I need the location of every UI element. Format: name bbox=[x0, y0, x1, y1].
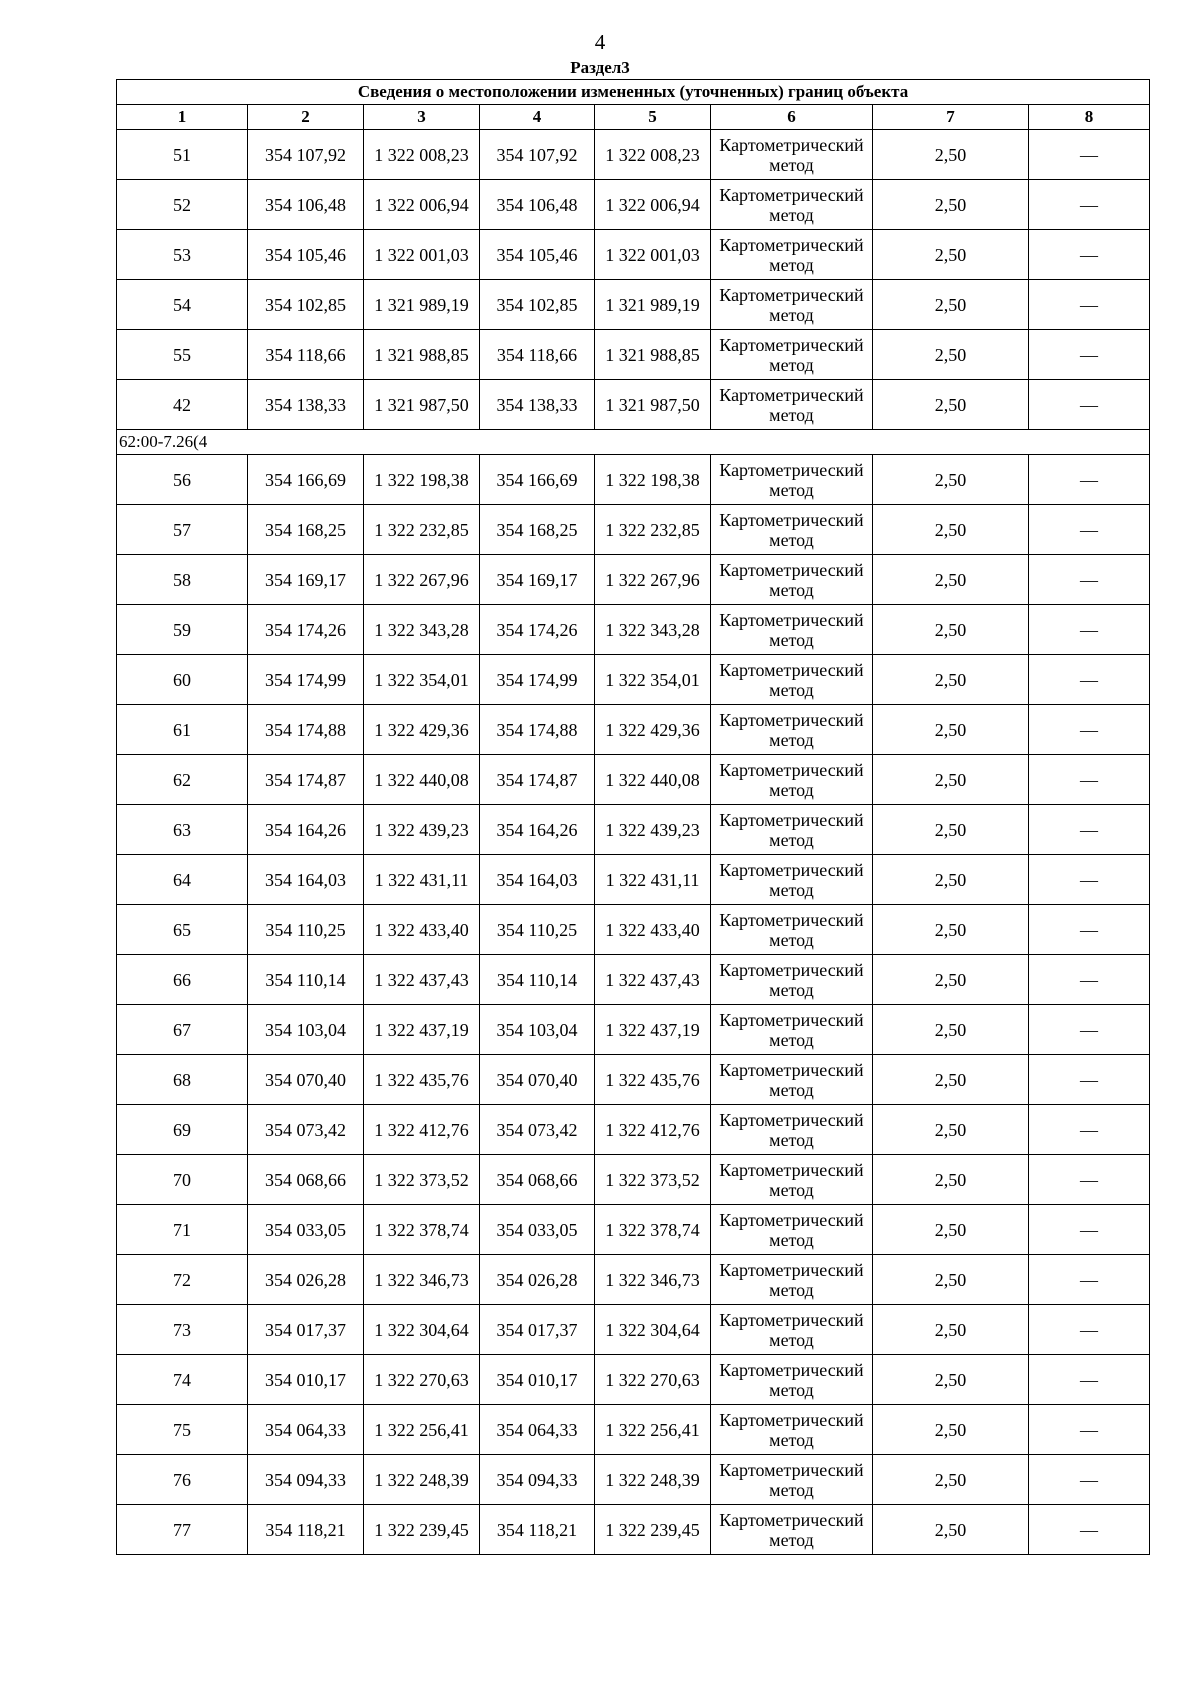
y-old-cell: 1 322 437,19 bbox=[364, 1005, 480, 1055]
x-new-cell: 354 169,17 bbox=[480, 555, 595, 605]
x-new-cell: 354 094,33 bbox=[480, 1455, 595, 1505]
x-old-cell: 354 026,28 bbox=[248, 1255, 364, 1305]
y-new-cell: 1 322 256,41 bbox=[595, 1405, 711, 1455]
x-new-cell: 354 118,21 bbox=[480, 1505, 595, 1555]
accuracy-cell: 2,50 bbox=[873, 505, 1029, 555]
y-old-cell: 1 322 412,76 bbox=[364, 1105, 480, 1155]
accuracy-cell: 2,50 bbox=[873, 1205, 1029, 1255]
x-new-cell: 354 166,69 bbox=[480, 455, 595, 505]
table-row bbox=[117, 705, 1150, 755]
y-new-cell: 1 322 006,94 bbox=[595, 180, 711, 230]
y-new-cell: 1 322 354,01 bbox=[595, 655, 711, 705]
y-old-cell: 1 322 354,01 bbox=[364, 655, 480, 705]
y-old-cell: 1 322 001,03 bbox=[364, 230, 480, 280]
x-old-cell: 354 138,33 bbox=[248, 380, 364, 430]
x-new-cell: 354 118,66 bbox=[480, 330, 595, 380]
point-number-cell: 65 bbox=[117, 905, 248, 955]
x-old-cell: 354 102,85 bbox=[248, 280, 364, 330]
accuracy-cell: 2,50 bbox=[873, 1005, 1029, 1055]
x-old-cell: 354 110,25 bbox=[248, 905, 364, 955]
method-cell: Картометрический метод bbox=[711, 1105, 873, 1155]
y-new-cell: 1 322 270,63 bbox=[595, 1355, 711, 1405]
description-cell: — bbox=[1029, 605, 1150, 655]
column-header: 7 bbox=[873, 105, 1029, 130]
table-row bbox=[117, 455, 1150, 505]
description-cell: — bbox=[1029, 1405, 1150, 1455]
y-new-cell: 1 322 433,40 bbox=[595, 905, 711, 955]
accuracy-cell: 2,50 bbox=[873, 1055, 1029, 1105]
y-old-cell: 1 321 988,85 bbox=[364, 330, 480, 380]
table-row bbox=[117, 380, 1150, 430]
x-new-cell: 354 102,85 bbox=[480, 280, 595, 330]
method-cell: Картометрический метод bbox=[711, 555, 873, 605]
point-number-cell: 57 bbox=[117, 505, 248, 555]
column-header: 2 bbox=[248, 105, 364, 130]
x-new-cell: 354 064,33 bbox=[480, 1405, 595, 1455]
table-row bbox=[117, 1005, 1150, 1055]
method-cell: Картометрический метод bbox=[711, 1205, 873, 1255]
x-old-cell: 354 110,14 bbox=[248, 955, 364, 1005]
x-old-cell: 354 174,26 bbox=[248, 605, 364, 655]
y-new-cell: 1 322 435,76 bbox=[595, 1055, 711, 1105]
accuracy-cell: 2,50 bbox=[873, 1105, 1029, 1155]
accuracy-cell: 2,50 bbox=[873, 1305, 1029, 1355]
table-row bbox=[117, 955, 1150, 1005]
point-number-cell: 72 bbox=[117, 1255, 248, 1305]
y-new-cell: 1 322 440,08 bbox=[595, 755, 711, 805]
accuracy-cell: 2,50 bbox=[873, 380, 1029, 430]
description-cell: — bbox=[1029, 705, 1150, 755]
x-old-cell: 354 174,87 bbox=[248, 755, 364, 805]
accuracy-cell: 2,50 bbox=[873, 280, 1029, 330]
method-cell: Картометрический метод bbox=[711, 1455, 873, 1505]
x-old-cell: 354 169,17 bbox=[248, 555, 364, 605]
table-title: Сведения о местоположении измененных (уточненных) границ объекта bbox=[117, 80, 1150, 105]
description-cell: — bbox=[1029, 1505, 1150, 1555]
y-old-cell: 1 322 439,23 bbox=[364, 805, 480, 855]
x-old-cell: 354 174,99 bbox=[248, 655, 364, 705]
method-cell: Картометрический метод bbox=[711, 855, 873, 905]
description-cell: — bbox=[1029, 805, 1150, 855]
accuracy-cell: 2,50 bbox=[873, 1155, 1029, 1205]
description-cell: — bbox=[1029, 955, 1150, 1005]
point-number-cell: 52 bbox=[117, 180, 248, 230]
x-new-cell: 354 103,04 bbox=[480, 1005, 595, 1055]
method-cell: Картометрический метод bbox=[711, 955, 873, 1005]
description-cell: — bbox=[1029, 330, 1150, 380]
accuracy-cell: 2,50 bbox=[873, 180, 1029, 230]
y-new-cell: 1 322 378,74 bbox=[595, 1205, 711, 1255]
accuracy-cell: 2,50 bbox=[873, 655, 1029, 705]
table-row bbox=[117, 755, 1150, 805]
table-row bbox=[117, 1255, 1150, 1305]
y-old-cell: 1 322 267,96 bbox=[364, 555, 480, 605]
table-row bbox=[117, 1155, 1150, 1205]
x-new-cell: 354 070,40 bbox=[480, 1055, 595, 1105]
table-row bbox=[117, 505, 1150, 555]
point-number-cell: 71 bbox=[117, 1205, 248, 1255]
point-number-cell: 58 bbox=[117, 555, 248, 605]
table-row bbox=[117, 280, 1150, 330]
description-cell: — bbox=[1029, 755, 1150, 805]
x-new-cell: 354 106,48 bbox=[480, 180, 595, 230]
description-cell: — bbox=[1029, 1455, 1150, 1505]
x-old-cell: 354 070,40 bbox=[248, 1055, 364, 1105]
y-new-cell: 1 322 343,28 bbox=[595, 605, 711, 655]
method-cell: Картометрический метод bbox=[711, 1255, 873, 1305]
table-row bbox=[117, 130, 1150, 180]
point-number-cell: 53 bbox=[117, 230, 248, 280]
x-old-cell: 354 107,92 bbox=[248, 130, 364, 180]
table-row bbox=[117, 855, 1150, 905]
x-new-cell: 354 164,03 bbox=[480, 855, 595, 905]
y-old-cell: 1 322 435,76 bbox=[364, 1055, 480, 1105]
description-cell: — bbox=[1029, 1155, 1150, 1205]
y-new-cell: 1 322 373,52 bbox=[595, 1155, 711, 1205]
x-old-cell: 354 118,21 bbox=[248, 1505, 364, 1555]
method-cell: Картометрический метод bbox=[711, 755, 873, 805]
x-old-cell: 354 164,03 bbox=[248, 855, 364, 905]
x-new-cell: 354 174,26 bbox=[480, 605, 595, 655]
x-old-cell: 354 166,69 bbox=[248, 455, 364, 505]
table-row bbox=[117, 1405, 1150, 1455]
accuracy-cell: 2,50 bbox=[873, 605, 1029, 655]
y-new-cell: 1 322 439,23 bbox=[595, 805, 711, 855]
y-new-cell: 1 322 267,96 bbox=[595, 555, 711, 605]
table-row bbox=[117, 330, 1150, 380]
x-old-cell: 354 010,17 bbox=[248, 1355, 364, 1405]
table-row bbox=[117, 605, 1150, 655]
description-cell: — bbox=[1029, 1055, 1150, 1105]
x-new-cell: 354 138,33 bbox=[480, 380, 595, 430]
x-new-cell: 354 033,05 bbox=[480, 1205, 595, 1255]
point-number-cell: 68 bbox=[117, 1055, 248, 1105]
x-old-cell: 354 103,04 bbox=[248, 1005, 364, 1055]
point-number-cell: 77 bbox=[117, 1505, 248, 1555]
y-old-cell: 1 322 378,74 bbox=[364, 1205, 480, 1255]
accuracy-cell: 2,50 bbox=[873, 1505, 1029, 1555]
method-cell: Картометрический метод bbox=[711, 705, 873, 755]
point-number-cell: 54 bbox=[117, 280, 248, 330]
y-old-cell: 1 322 433,40 bbox=[364, 905, 480, 955]
point-number-cell: 73 bbox=[117, 1305, 248, 1355]
accuracy-cell: 2,50 bbox=[873, 1355, 1029, 1405]
y-new-cell: 1 322 239,45 bbox=[595, 1505, 711, 1555]
point-number-cell: 64 bbox=[117, 855, 248, 905]
method-cell: Картометрический метод bbox=[711, 380, 873, 430]
point-number-cell: 60 bbox=[117, 655, 248, 705]
x-old-cell: 354 164,26 bbox=[248, 805, 364, 855]
table-row bbox=[117, 905, 1150, 955]
x-old-cell: 354 033,05 bbox=[248, 1205, 364, 1255]
y-new-cell: 1 322 304,64 bbox=[595, 1305, 711, 1355]
point-number-cell: 69 bbox=[117, 1105, 248, 1155]
x-old-cell: 354 106,48 bbox=[248, 180, 364, 230]
table-row bbox=[117, 1055, 1150, 1105]
y-old-cell: 1 322 232,85 bbox=[364, 505, 480, 555]
method-cell: Картометрический метод bbox=[711, 180, 873, 230]
description-cell: — bbox=[1029, 280, 1150, 330]
y-old-cell: 1 322 343,28 bbox=[364, 605, 480, 655]
x-new-cell: 354 073,42 bbox=[480, 1105, 595, 1155]
point-number-cell: 70 bbox=[117, 1155, 248, 1205]
x-new-cell: 354 110,14 bbox=[480, 955, 595, 1005]
y-new-cell: 1 322 001,03 bbox=[595, 230, 711, 280]
accuracy-cell: 2,50 bbox=[873, 130, 1029, 180]
y-new-cell: 1 322 248,39 bbox=[595, 1455, 711, 1505]
x-old-cell: 354 094,33 bbox=[248, 1455, 364, 1505]
table-row bbox=[117, 805, 1150, 855]
description-cell: — bbox=[1029, 1255, 1150, 1305]
method-cell: Картометрический метод bbox=[711, 805, 873, 855]
accuracy-cell: 2,50 bbox=[873, 955, 1029, 1005]
method-cell: Картометрический метод bbox=[711, 1355, 873, 1405]
method-cell: Картометрический метод bbox=[711, 605, 873, 655]
table-row bbox=[117, 1205, 1150, 1255]
y-old-cell: 1 322 239,45 bbox=[364, 1505, 480, 1555]
point-number-cell: 42 bbox=[117, 380, 248, 430]
y-old-cell: 1 322 304,64 bbox=[364, 1305, 480, 1355]
column-header: 1 bbox=[117, 105, 248, 130]
group-header-row bbox=[117, 430, 1150, 455]
y-new-cell: 1 322 412,76 bbox=[595, 1105, 711, 1155]
description-cell: — bbox=[1029, 1305, 1150, 1355]
method-cell: Картометрический метод bbox=[711, 455, 873, 505]
point-number-cell: 74 bbox=[117, 1355, 248, 1405]
method-cell: Картометрический метод bbox=[711, 655, 873, 705]
method-cell: Картометрический метод bbox=[711, 230, 873, 280]
y-old-cell: 1 322 248,39 bbox=[364, 1455, 480, 1505]
method-cell: Картометрический метод bbox=[711, 905, 873, 955]
method-cell: Картометрический метод bbox=[711, 1155, 873, 1205]
accuracy-cell: 2,50 bbox=[873, 755, 1029, 805]
description-cell: — bbox=[1029, 380, 1150, 430]
x-new-cell: 354 026,28 bbox=[480, 1255, 595, 1305]
description-cell: — bbox=[1029, 1355, 1150, 1405]
x-new-cell: 354 174,88 bbox=[480, 705, 595, 755]
x-new-cell: 354 010,17 bbox=[480, 1355, 595, 1405]
description-cell: — bbox=[1029, 555, 1150, 605]
description-cell: — bbox=[1029, 130, 1150, 180]
accuracy-cell: 2,50 bbox=[873, 905, 1029, 955]
description-cell: — bbox=[1029, 1205, 1150, 1255]
x-old-cell: 354 168,25 bbox=[248, 505, 364, 555]
x-old-cell: 354 174,88 bbox=[248, 705, 364, 755]
x-new-cell: 354 174,99 bbox=[480, 655, 595, 705]
table-row bbox=[117, 1355, 1150, 1405]
table-row bbox=[117, 555, 1150, 605]
x-new-cell: 354 110,25 bbox=[480, 905, 595, 955]
description-cell: — bbox=[1029, 230, 1150, 280]
x-new-cell: 354 107,92 bbox=[480, 130, 595, 180]
x-new-cell: 354 105,46 bbox=[480, 230, 595, 280]
point-number-cell: 63 bbox=[117, 805, 248, 855]
y-old-cell: 1 322 256,41 bbox=[364, 1405, 480, 1455]
accuracy-cell: 2,50 bbox=[873, 855, 1029, 905]
x-new-cell: 354 068,66 bbox=[480, 1155, 595, 1205]
description-cell: — bbox=[1029, 655, 1150, 705]
method-cell: Картометрический метод bbox=[711, 1305, 873, 1355]
column-header-row bbox=[117, 105, 1150, 130]
y-new-cell: 1 322 232,85 bbox=[595, 505, 711, 555]
description-cell: — bbox=[1029, 505, 1150, 555]
point-number-cell: 62 bbox=[117, 755, 248, 805]
section-title: Раздел3 bbox=[570, 58, 630, 77]
table-body bbox=[117, 130, 1150, 1555]
y-old-cell: 1 322 006,94 bbox=[364, 180, 480, 230]
accuracy-cell: 2,50 bbox=[873, 1455, 1029, 1505]
accuracy-cell: 2,50 bbox=[873, 1255, 1029, 1305]
description-cell: — bbox=[1029, 455, 1150, 505]
x-new-cell: 354 174,87 bbox=[480, 755, 595, 805]
y-old-cell: 1 322 429,36 bbox=[364, 705, 480, 755]
x-old-cell: 354 064,33 bbox=[248, 1405, 364, 1455]
description-cell: — bbox=[1029, 905, 1150, 955]
point-number-cell: 76 bbox=[117, 1455, 248, 1505]
y-old-cell: 1 322 373,52 bbox=[364, 1155, 480, 1205]
y-old-cell: 1 322 270,63 bbox=[364, 1355, 480, 1405]
y-new-cell: 1 321 989,19 bbox=[595, 280, 711, 330]
accuracy-cell: 2,50 bbox=[873, 230, 1029, 280]
description-cell: — bbox=[1029, 855, 1150, 905]
method-cell: Картометрический метод bbox=[711, 1405, 873, 1455]
column-header: 8 bbox=[1029, 105, 1150, 130]
table-row bbox=[117, 180, 1150, 230]
accuracy-cell: 2,50 bbox=[873, 1405, 1029, 1455]
point-number-cell: 66 bbox=[117, 955, 248, 1005]
point-number-cell: 51 bbox=[117, 130, 248, 180]
table-row bbox=[117, 655, 1150, 705]
accuracy-cell: 2,50 bbox=[873, 455, 1029, 505]
accuracy-cell: 2,50 bbox=[873, 330, 1029, 380]
x-old-cell: 354 017,37 bbox=[248, 1305, 364, 1355]
method-cell: Картометрический метод bbox=[711, 505, 873, 555]
table-row bbox=[117, 1105, 1150, 1155]
method-cell: Картометрический метод bbox=[711, 280, 873, 330]
x-old-cell: 354 068,66 bbox=[248, 1155, 364, 1205]
table-row bbox=[117, 1455, 1150, 1505]
table-row bbox=[117, 230, 1150, 280]
x-old-cell: 354 073,42 bbox=[248, 1105, 364, 1155]
y-new-cell: 1 322 429,36 bbox=[595, 705, 711, 755]
accuracy-cell: 2,50 bbox=[873, 705, 1029, 755]
y-old-cell: 1 321 987,50 bbox=[364, 380, 480, 430]
coordinates-table bbox=[116, 79, 1150, 1555]
description-cell: — bbox=[1029, 1105, 1150, 1155]
method-cell: Картометрический метод bbox=[711, 1005, 873, 1055]
point-number-cell: 75 bbox=[117, 1405, 248, 1455]
y-new-cell: 1 322 198,38 bbox=[595, 455, 711, 505]
point-number-cell: 67 bbox=[117, 1005, 248, 1055]
x-new-cell: 354 164,26 bbox=[480, 805, 595, 855]
y-new-cell: 1 321 988,85 bbox=[595, 330, 711, 380]
x-old-cell: 354 118,66 bbox=[248, 330, 364, 380]
accuracy-cell: 2,50 bbox=[873, 805, 1029, 855]
table-row bbox=[117, 1505, 1150, 1555]
y-new-cell: 1 322 431,11 bbox=[595, 855, 711, 905]
point-number-cell: 59 bbox=[117, 605, 248, 655]
column-header: 5 bbox=[595, 105, 711, 130]
x-new-cell: 354 168,25 bbox=[480, 505, 595, 555]
y-old-cell: 1 322 346,73 bbox=[364, 1255, 480, 1305]
y-old-cell: 1 322 198,38 bbox=[364, 455, 480, 505]
group-label: 62:00-7.26(4 bbox=[117, 430, 1150, 455]
point-number-cell: 56 bbox=[117, 455, 248, 505]
y-new-cell: 1 322 437,43 bbox=[595, 955, 711, 1005]
table-row bbox=[117, 1305, 1150, 1355]
method-cell: Картометрический метод bbox=[711, 1505, 873, 1555]
accuracy-cell: 2,50 bbox=[873, 555, 1029, 605]
method-cell: Картометрический метод bbox=[711, 130, 873, 180]
y-new-cell: 1 321 987,50 bbox=[595, 380, 711, 430]
x-old-cell: 354 105,46 bbox=[248, 230, 364, 280]
column-header: 4 bbox=[480, 105, 595, 130]
y-old-cell: 1 322 431,11 bbox=[364, 855, 480, 905]
point-number-cell: 55 bbox=[117, 330, 248, 380]
description-cell: — bbox=[1029, 1005, 1150, 1055]
y-new-cell: 1 322 008,23 bbox=[595, 130, 711, 180]
x-new-cell: 354 017,37 bbox=[480, 1305, 595, 1355]
y-old-cell: 1 321 989,19 bbox=[364, 280, 480, 330]
method-cell: Картометрический метод bbox=[711, 330, 873, 380]
y-old-cell: 1 322 008,23 bbox=[364, 130, 480, 180]
y-new-cell: 1 322 437,19 bbox=[595, 1005, 711, 1055]
page-number: 4 bbox=[594, 30, 606, 54]
column-header: 3 bbox=[364, 105, 480, 130]
point-number-cell: 61 bbox=[117, 705, 248, 755]
y-old-cell: 1 322 440,08 bbox=[364, 755, 480, 805]
y-new-cell: 1 322 346,73 bbox=[595, 1255, 711, 1305]
y-old-cell: 1 322 437,43 bbox=[364, 955, 480, 1005]
column-header: 6 bbox=[711, 105, 873, 130]
method-cell: Картометрический метод bbox=[711, 1055, 873, 1105]
description-cell: — bbox=[1029, 180, 1150, 230]
